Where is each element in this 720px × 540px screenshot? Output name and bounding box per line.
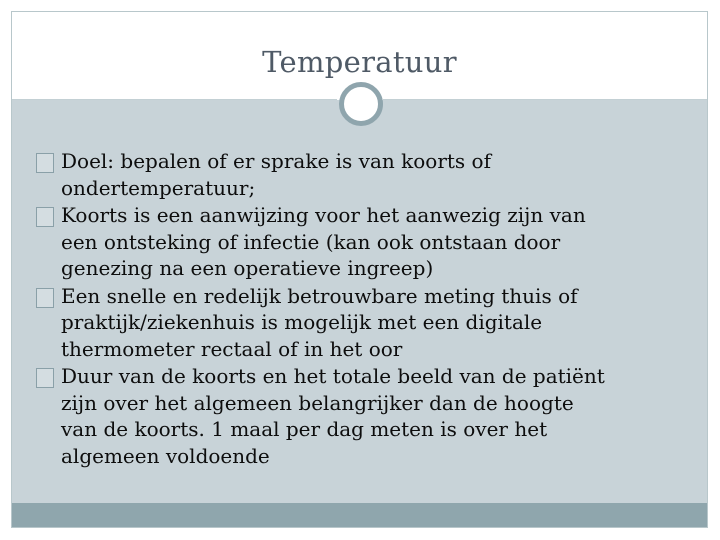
missing-glyph-box-icon bbox=[36, 288, 54, 308]
footer-bar bbox=[12, 503, 707, 528]
bullet-text: Doel: bepalen of er sprake is van koorts of ondertemperatuur; bbox=[61, 149, 491, 200]
bullet-item bbox=[36, 148, 606, 201]
bullet-list bbox=[36, 148, 606, 470]
bullet-text: Koorts is een aanwijzing voor het aanwezig zijn van een ontsteking of infectie (kan ook ontstaan door genezing na een operatieve ingreep) bbox=[61, 203, 586, 280]
bullet-item bbox=[36, 202, 606, 282]
slide bbox=[11, 11, 708, 528]
bullet-text: Een snelle en redelijk betrouwbare meting thuis of praktijk/ziekenhuis is mogelijk met een digitale thermometer rectaal of in het oor bbox=[61, 283, 578, 361]
missing-glyph-box-icon bbox=[36, 368, 54, 388]
ring-ornament-icon bbox=[339, 82, 383, 126]
missing-glyph-box-icon bbox=[36, 153, 54, 173]
content-area bbox=[12, 100, 707, 503]
bullet-item bbox=[36, 363, 606, 469]
bullet-text: Duur van de koorts en het totale beeld van de patiënt zijn over het algemeen belangrijker dan de hoogte van de koorts. 1 maal per dag meten is over het algemeen voldoende bbox=[61, 364, 605, 468]
missing-glyph-box-icon bbox=[36, 207, 54, 227]
bullet-item bbox=[36, 283, 606, 363]
slide-title: Temperatuur bbox=[262, 45, 457, 79]
